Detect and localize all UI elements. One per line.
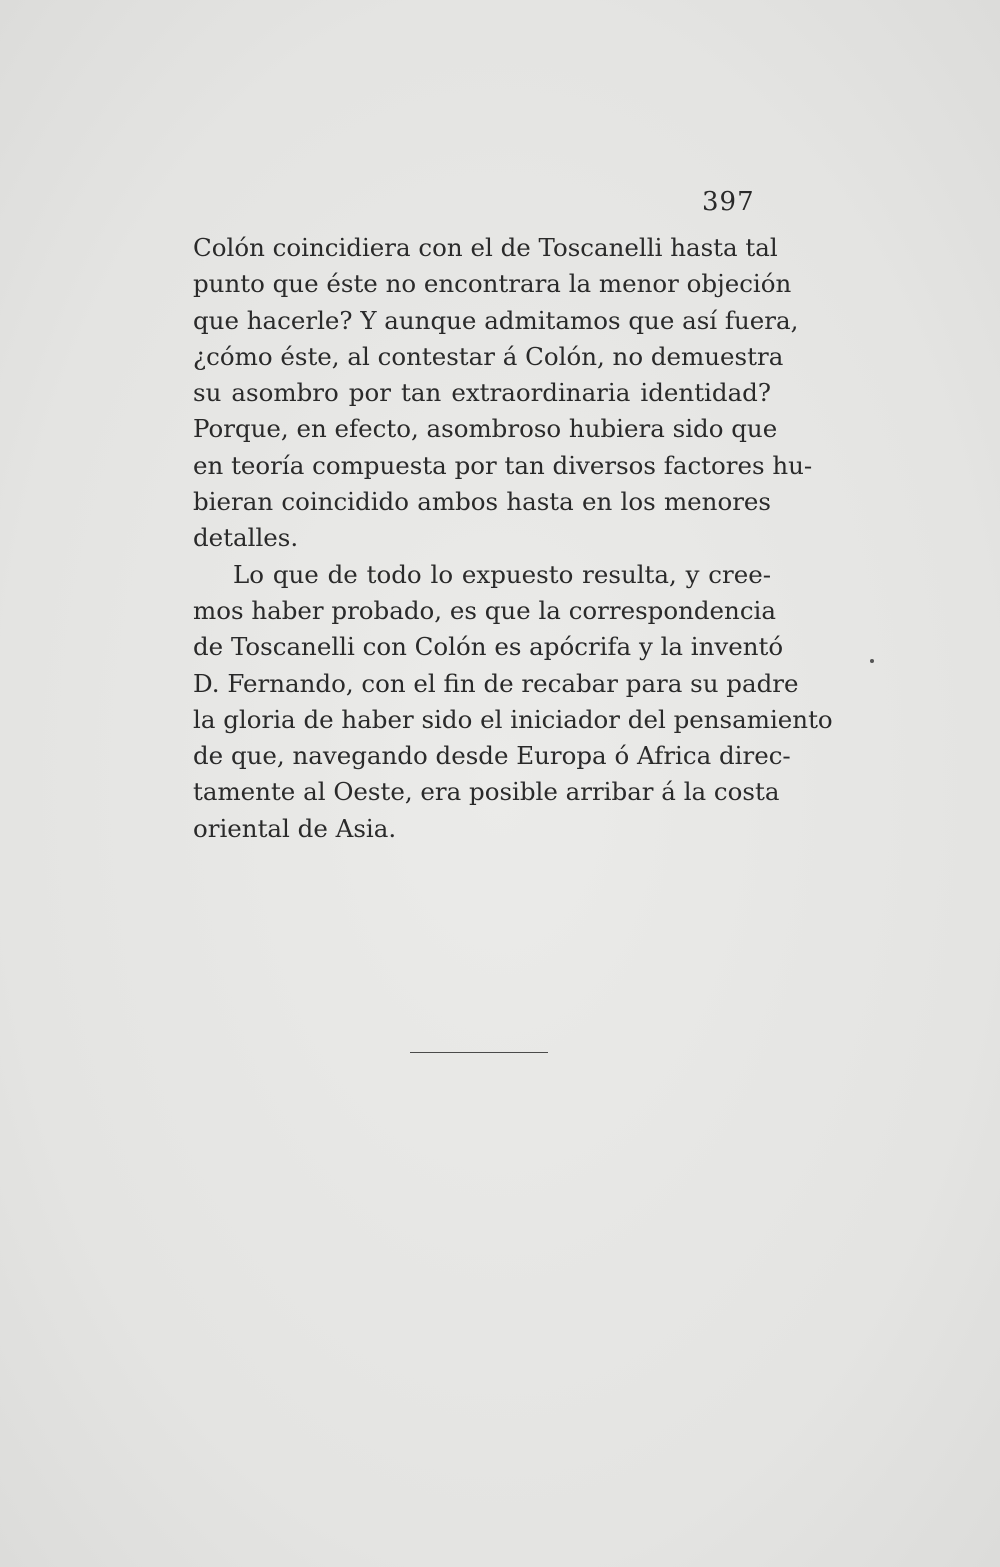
text-line: de Toscanelli con Colón es apócrifa y la inventó xyxy=(193,632,784,662)
body-text xyxy=(193,230,833,847)
text-line: su asombro por tan extraordinaria identidad? xyxy=(193,378,771,408)
text-line: Lo que de todo lo expuesto resulta, y cree- xyxy=(233,559,771,589)
text-line: detalles. xyxy=(193,523,299,553)
text-line: en teoría compuesta por tan diversos factores hu- xyxy=(193,450,813,480)
text-line: mos haber probado, es que la correspondencia xyxy=(193,595,776,625)
text-line: tamente al Oeste, era posible arribar á la costa xyxy=(193,777,780,807)
text-line: que hacerle? Y aunque admitamos que así fuera, xyxy=(193,305,799,335)
text-line: oriental de Asia. xyxy=(193,813,397,843)
section-divider-rule xyxy=(410,1052,548,1053)
text-line: la gloria de haber sido el iniciador del pensamiento xyxy=(193,704,833,734)
text-line: bieran coincidido ambos hasta en los menores xyxy=(193,487,771,517)
page-number: 397 xyxy=(702,187,755,217)
text-line: de que, navegando desde Europa ó Africa direc- xyxy=(193,741,791,771)
text-line: D. Fernando, con el fin de recabar para su padre xyxy=(193,668,799,698)
text-line: punto que éste no encontrara la menor objeción xyxy=(193,269,792,299)
paper-speck xyxy=(870,659,874,663)
text-line: Colón coincidiera con el de Toscanelli hasta tal xyxy=(193,233,778,262)
text-line: ¿cómo éste, al contestar á Colón, no demuestra xyxy=(193,341,784,371)
text-line: Porque, en efecto, asombroso hubiera sido que xyxy=(193,414,778,444)
